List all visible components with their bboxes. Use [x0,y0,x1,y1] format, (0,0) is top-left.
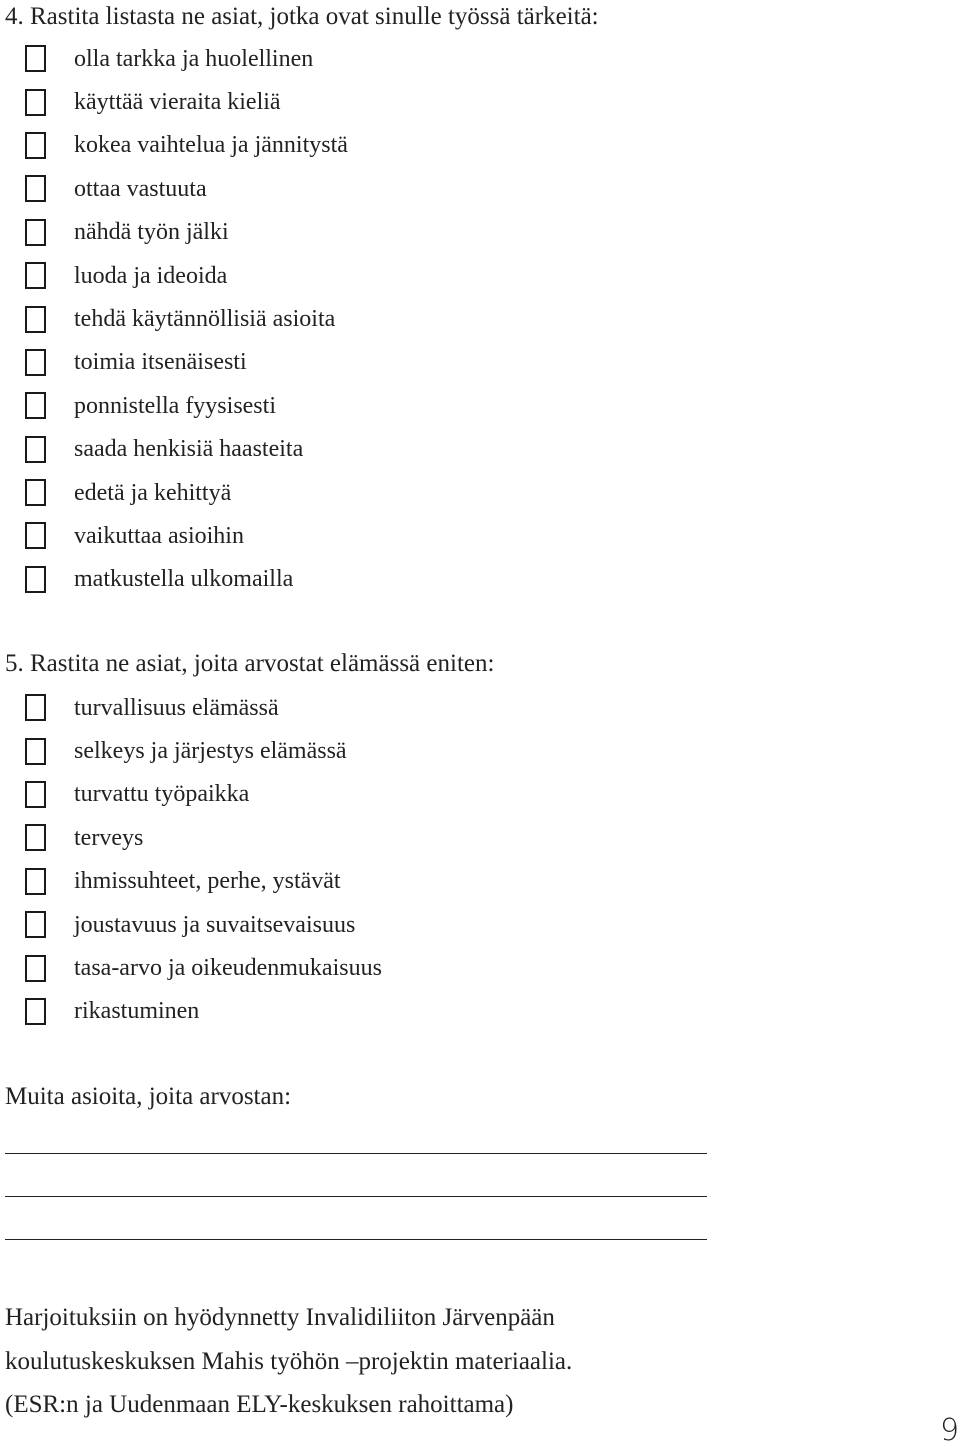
option-label: edetä ja kehittyä [74,479,232,506]
option-label: ihmissuhteet, perhe, ystävät [74,868,341,895]
checkbox[interactable] [25,392,46,419]
option-row [25,860,382,903]
checkbox[interactable] [25,89,46,116]
checkbox[interactable] [25,955,46,982]
option-row [25,384,348,427]
option-row [25,686,382,729]
checkbox[interactable] [25,175,46,202]
page-number: 9 [940,1413,960,1448]
question-4-options [25,37,348,601]
option-label: käyttää vieraita kieliä [74,89,281,116]
checkbox[interactable] [25,522,46,549]
option-row [25,80,348,123]
checkbox[interactable] [25,781,46,808]
checkbox[interactable] [25,868,46,895]
option-label: luoda ja ideoida [74,262,228,289]
option-label: rikastuminen [74,998,200,1025]
option-row [25,946,382,989]
question-5-options [25,686,382,1033]
option-row [25,816,382,859]
checkbox[interactable] [25,479,46,506]
option-row [25,990,382,1033]
option-row [25,124,348,167]
option-row [25,341,348,384]
answer-line[interactable] [5,1239,707,1240]
option-label: vaikuttaa asioihin [74,522,244,549]
option-label: ottaa vastuuta [74,175,207,202]
checkbox[interactable] [25,738,46,765]
checkbox[interactable] [25,306,46,333]
option-label: turvattu työpaikka [74,781,250,808]
checkbox[interactable] [25,566,46,593]
option-label: saada henkisiä haasteita [74,436,304,463]
footer-line: koulutuskeskuksen Mahis työhön –projektin materiaalia. [5,1347,573,1375]
footer-credits [5,1296,572,1427]
option-row [25,729,382,772]
option-label: tehdä käytännöllisiä asioita [74,306,336,333]
checkbox[interactable] [25,45,46,72]
checkbox[interactable] [25,998,46,1025]
footer-line: (ESR:n ja Uudenmaan ELY-keskuksen rahoittama) [5,1391,514,1418]
option-row [25,471,348,514]
answer-line[interactable] [5,1196,707,1197]
checkbox[interactable] [25,694,46,721]
option-label: selkeys ja järjestys elämässä [74,738,347,765]
option-row [25,903,382,946]
option-row [25,37,348,80]
checkbox[interactable] [25,349,46,376]
checkbox[interactable] [25,436,46,463]
option-label: olla tarkka ja huolellinen [74,45,314,72]
question-5-heading: 5. Rastita ne asiat, joita arvostat elämässä eniten: [5,650,495,677]
option-row [25,254,348,297]
option-row [25,167,348,210]
option-row [25,297,348,340]
checkbox[interactable] [25,132,46,159]
footer-line: Harjoituksiin on hyödynnetty Invalidiliiton Järvenpään [5,1304,555,1331]
checkbox[interactable] [25,824,46,851]
checkbox[interactable] [25,262,46,289]
checkbox[interactable] [25,911,46,938]
option-row [25,514,348,557]
option-row [25,773,382,816]
option-row [25,558,348,601]
option-label: matkustella ulkomailla [74,566,294,593]
other-values-label: Muita asioita, joita arvostan: [5,1083,292,1110]
option-label: kokea vaihtelua ja jännitystä [74,132,348,159]
option-label: terveys [74,824,144,851]
option-label: nähdä työn jälki [74,219,229,246]
answer-line[interactable] [5,1153,707,1154]
question-4-heading: 4. Rastita listasta ne asiat, jotka ovat sinulle työssä tärkeitä: [5,3,599,30]
checkbox[interactable] [25,219,46,246]
option-label: joustavuus ja suvaitsevaisuus [74,911,356,938]
option-label: tasa-arvo ja oikeudenmukaisuus [74,955,382,982]
option-label: ponnistella fyysisesti [74,392,276,419]
option-row [25,428,348,471]
option-label: turvallisuus elämässä [74,694,279,721]
option-label: toimia itsenäisesti [74,349,247,376]
option-row [25,211,348,254]
